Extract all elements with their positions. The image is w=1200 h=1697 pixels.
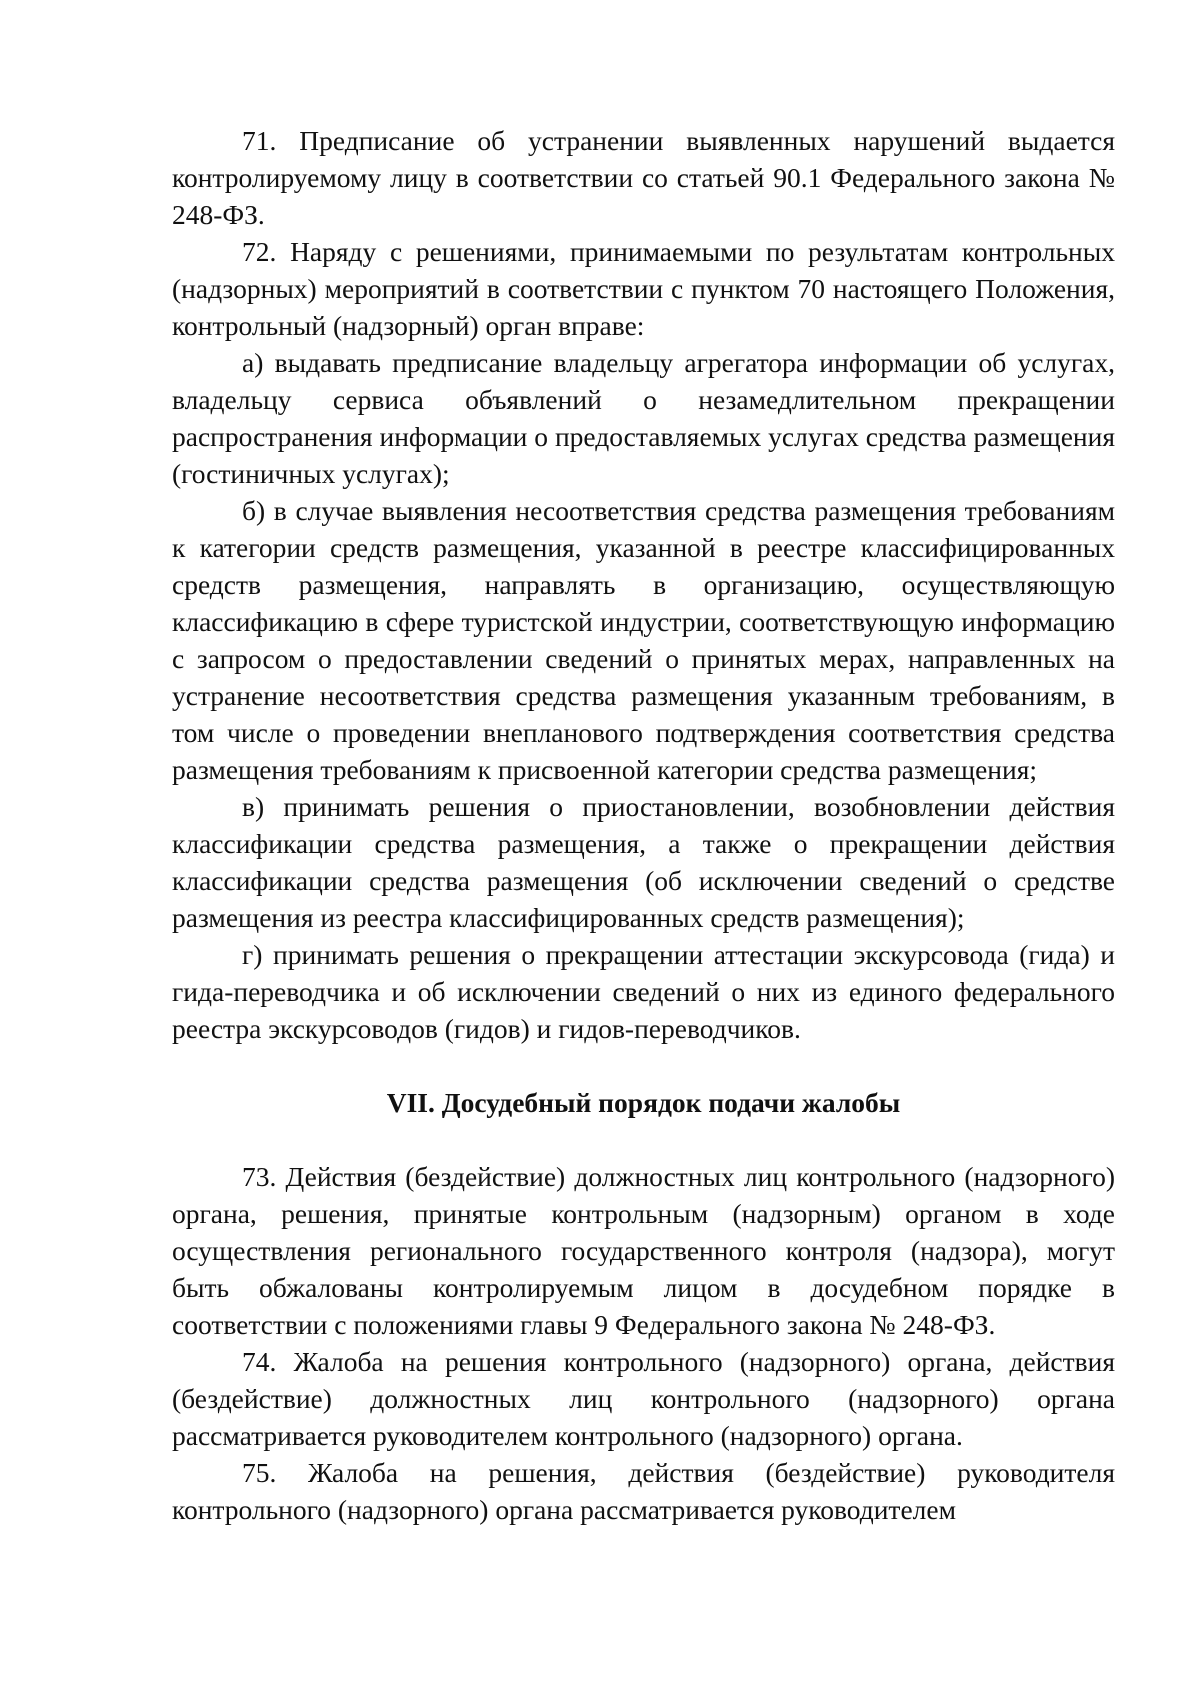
paragraph-72-g: г) принимать решения о прекращении аттестации экскурсовода (гида) и гида-переводчика и об исключении сведений о них из единого федерального реестра экскурсоводов (гидов) и гидов-переводчиков. xyxy=(172,939,1115,1044)
paragraph-74: 74. Жалоба на решения контрольного (надзорного) органа, действия (бездействие) должностных лиц контрольного (надзорного) органа рассматривается руководителем контрольного (надзорного) органа. xyxy=(172,1346,1115,1451)
paragraph-71: 71. Предписание об устранении выявленных нарушений выдается контролируемому лицу в соответствии со статьей 90.1 Федерального закона № 248-ФЗ. xyxy=(172,125,1115,230)
document-page xyxy=(172,122,1115,1528)
paragraph-72: 72. Наряду с решениями, принимаемыми по результатам контрольных (надзорных) мероприятий в соответствии с пунктом 70 настоящего Положения, контрольный (надзорный) орган вправе: xyxy=(172,236,1115,341)
paragraph-72-v: в) принимать решения о приостановлении, возобновлении действия классификации средства размещения, а также о прекращении действия классификации средства размещения (об исключении сведений о средстве размещения из реестра классифицированных средств размещения); xyxy=(172,791,1115,933)
paragraph-72-a: а) выдавать предписание владельцу агрегатора информации об услугах, владельцу сервиса объявлений о незамедлительном прекращении распространения информации о предоставляемых услугах средства размещения (гостиничных услугах); xyxy=(172,347,1115,489)
paragraph-72-b: б) в случае выявления несоответствия средства размещения требованиям к категории средств размещения, указанной в реестре классифицированных средств размещения, направлять в организацию, осуществляющую классификацию в сфере туристской индустрии, соответствующую информацию с запросом о предоставлении сведений о принятых мерах, направленных на устранение несоответствия средства размещения указанным требованиям, в том числе о проведении внепланового подтверждения соответствия средства размещения требованиям к присвоенной категории средства размещения; xyxy=(172,495,1115,785)
section-heading: VII. Досудебный порядок подачи жалобы xyxy=(386,1087,901,1118)
paragraph-73: 73. Действия (бездействие) должностных лиц контрольного (надзорного) органа, решения, принятые контрольным (надзорным) органом в ходе осуществления регионального государственного контроля (надзора), могут быть обжалованы контролируемым лицом в досудебном порядке в соответствии с положениями главы 9 Федерального закона № 248-ФЗ. xyxy=(172,1161,1115,1340)
paragraph-75: 75. Жалоба на решения, действия (бездействие) руководителя контрольного (надзорного) органа рассматривается руководителем xyxy=(172,1457,1115,1525)
